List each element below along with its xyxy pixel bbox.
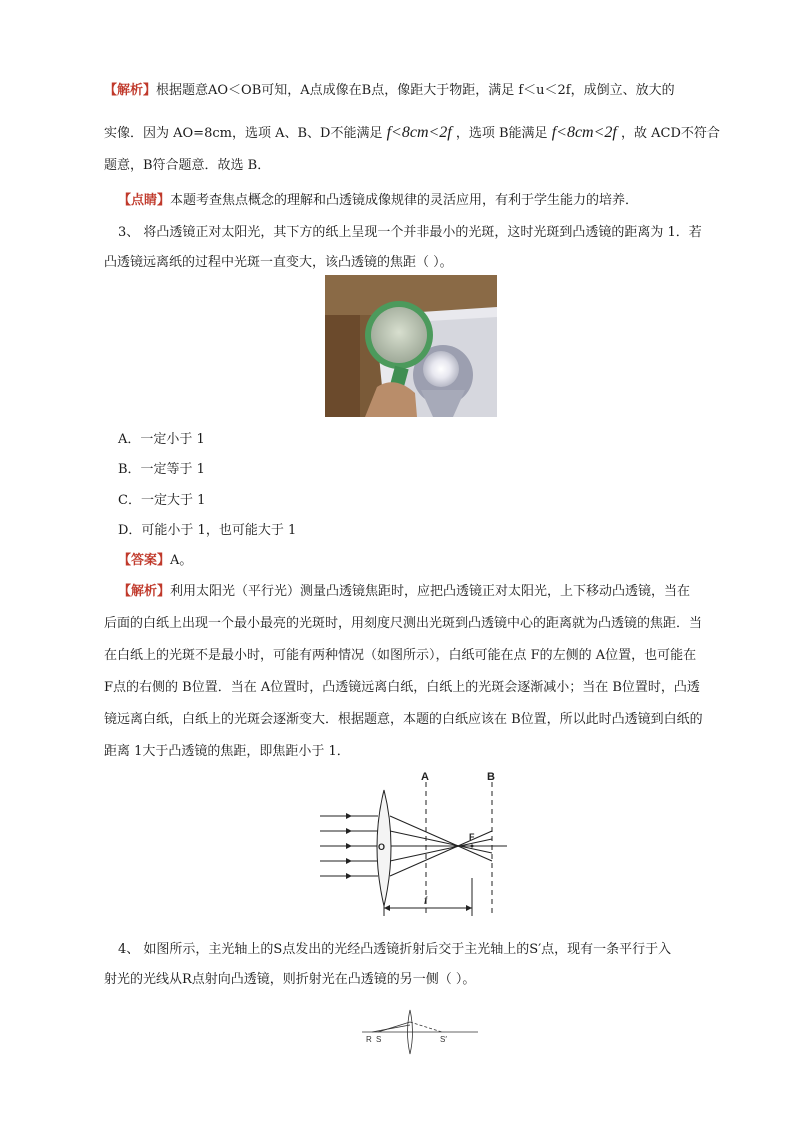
label-s: S: [376, 1035, 382, 1044]
q3-analysis-line-4: F点的右侧的 B位置．当在 A位置时，凸透镜远离白纸，白纸上的光斑会逐渐减小；当在 B位置时，凸透: [104, 680, 700, 695]
label-o: O: [378, 842, 386, 852]
q3-stem-line-2: 凸透镜远离纸的过程中光斑一直变大，该凸透镜的焦距（ ）。: [104, 255, 453, 270]
label-s-prime: S′: [440, 1035, 447, 1044]
label-b: B: [487, 771, 495, 783]
magnifier-photo: [325, 275, 497, 417]
q3-option-c: C．一定大于 1: [118, 493, 206, 508]
q3-option-b: B．一定等于 1: [118, 462, 205, 477]
q3-option-d: D．可能小于 1，也可能大于 1: [118, 523, 297, 538]
analysis-tag: 【解析】: [104, 83, 157, 98]
math-inequality: f<8cm<2f: [386, 124, 452, 141]
analysis-line-1: [104, 84, 675, 97]
analysis-text: 实像．因为 AO=8cm，选项 A、B、D不能满足: [104, 126, 383, 141]
math-inequality: f<8cm<2f: [551, 124, 617, 141]
comment-text: 本题考查焦点概念的理解和凸透镜成像规律的灵活应用，有利于学生能力的培养．: [170, 193, 639, 208]
q4-stem-line-1: 4、 如图所示，主光轴上的S点发出的光经凸透镜折射后交于主光轴上的S′点，现有一条平行于入: [118, 942, 672, 957]
label-a: A: [421, 771, 429, 783]
analysis-line-3: 题意，B符合题意．故选 B．: [104, 158, 271, 173]
q3-analysis-line-5: 镜远离白纸，白纸上的光斑会逐渐变大．根据题意，本题的白纸应该在 B位置，所以此时凸透镜到白纸的: [104, 712, 703, 727]
label-focal-length: f: [424, 896, 427, 907]
analysis-text: ，故 ACD不符合: [620, 126, 720, 141]
comment-tag: 【点睛】: [118, 193, 171, 208]
q3-answer-line: [118, 554, 192, 567]
q3-analysis-line-3: 在白纸上的光斑不是最小时，可能有两种情况（如图所示），白纸可能在点 F的左侧的 A位置，也可能在: [104, 648, 697, 663]
comment-line: [118, 194, 638, 207]
analysis-line-2: [104, 125, 720, 141]
analysis-text: ，选项 B能满足: [455, 126, 548, 141]
analysis-tag: 【解析】: [118, 584, 171, 599]
analysis-text: 根据题意AO＜OB可知，A点成像在B点，像距大于物距，满足 f＜u＜2f，成倒立、放大的: [156, 83, 675, 98]
q3-analysis-line-2: 后面的白纸上出现一个最小最亮的光斑时，用刻度尺测出光斑到凸透镜中心的距离就为凸透镜的焦距．当: [104, 616, 703, 631]
answer-text: A。: [170, 553, 193, 568]
lens-focus-diagram: [312, 768, 512, 920]
q4-lens-diagram: [360, 1008, 480, 1058]
q3-analysis-line-1: [118, 585, 690, 598]
label-f: F: [469, 832, 475, 842]
q3-option-a: A．一定小于 1: [118, 432, 205, 447]
q4-stem-line-2: 射光的光线从R点射向凸透镜，则折射光在凸透镜的另一侧（ ）。: [104, 972, 476, 987]
label-r: R: [366, 1035, 372, 1044]
q3-analysis-line-6: 距离 1大于凸透镜的焦距，即焦距小于 1．: [104, 744, 350, 759]
analysis-text: 利用太阳光（平行光）测量凸透镜焦距时，应把凸透镜正对太阳光，上下移动凸透镜，当在: [170, 584, 691, 599]
q3-stem-line-1: 3、 将凸透镜正对太阳光，其下方的纸上呈现一个并非最小的光斑，这时光斑到凸透镜的距离为 1．若: [118, 225, 702, 240]
answer-tag: 【答案】: [118, 553, 171, 568]
